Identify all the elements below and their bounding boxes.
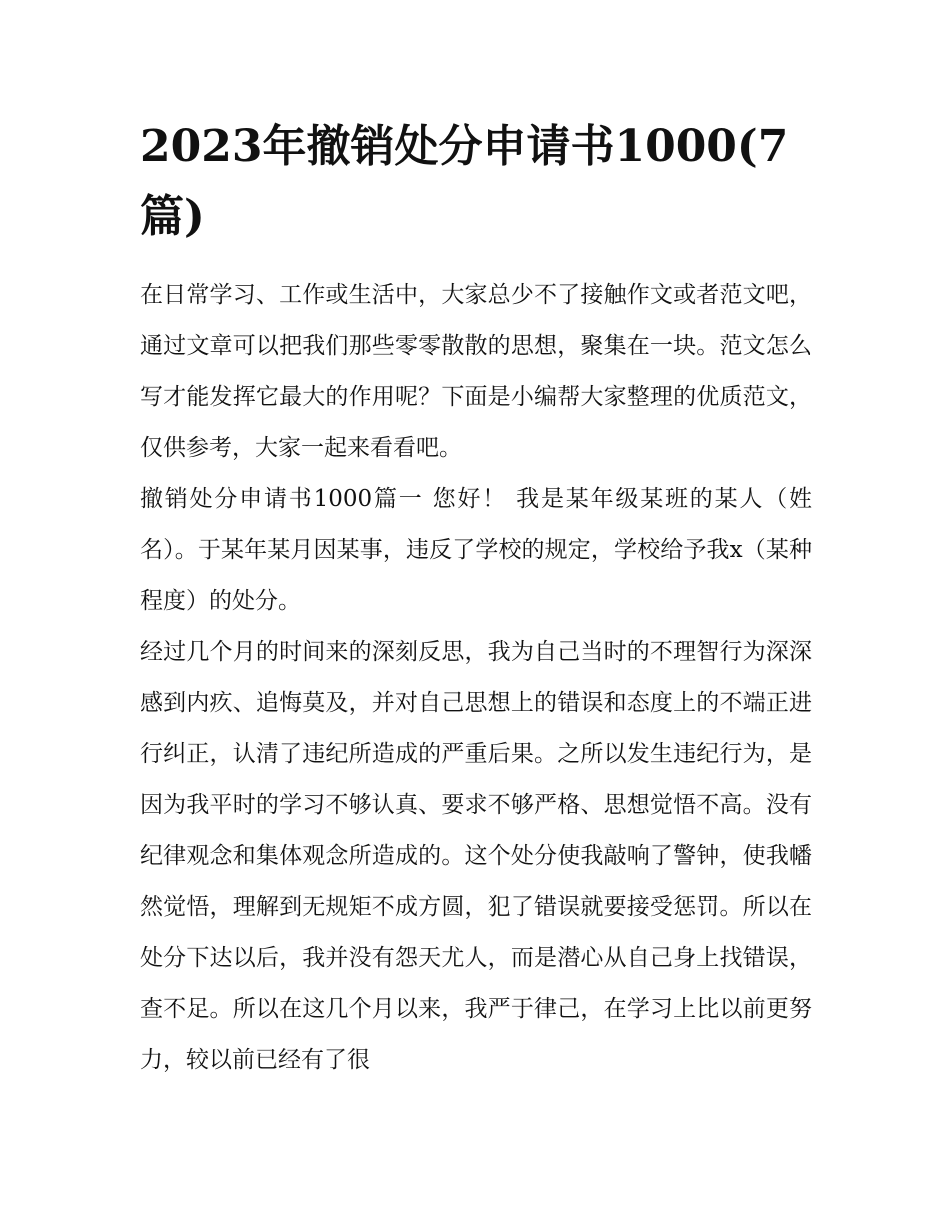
letter-opening-paragraph: 撤销处分申请书1000篇一 您好！ 我是某年级某班的某人（姓名）。于某年某月因某事，违反了学校的规定，学校给予我x（某种程度）的处分。 — [140, 486, 812, 614]
document-title: 2023年撤销处分申请书1000(7篇) — [140, 121, 789, 242]
letter-body-paragraph: 经过几个月的时间来的深刻反思，我为自己当时的不理智行为深深感到内疚、追悔莫及，并对自己思想上的错误和态度上的不端正进行纠正，认清了违纪所造成的严重后果。之所以发生违纪行为，是因为我平时的学习不够认真、要求不够严格、思想觉悟不高。没有纪律观念和集体观念所造成的。这个处分使我敲响了警钟，使我幡然觉悟，理解到无规矩不成方圆，犯了错误就要接受惩罚。所以在处分下达以后，我并没有怨天尤人，而是潜心从自己身上找错误，查不足。所以在这几个月以来，我严于律己，在学习上比以前更努力，较以前已经有了很 — [140, 639, 812, 1073]
intro-paragraph: 在日常学习、工作或生活中，大家总少不了接触作文或者范文吧，通过文章可以把我们那些零零散散的思想，聚集在一块。范文怎么写才能发挥它最大的作用呢？下面是小编帮大家整理的优质范文，仅供参考，大家一起来看看吧。 — [140, 282, 812, 461]
document-page — [140, 112, 812, 1086]
